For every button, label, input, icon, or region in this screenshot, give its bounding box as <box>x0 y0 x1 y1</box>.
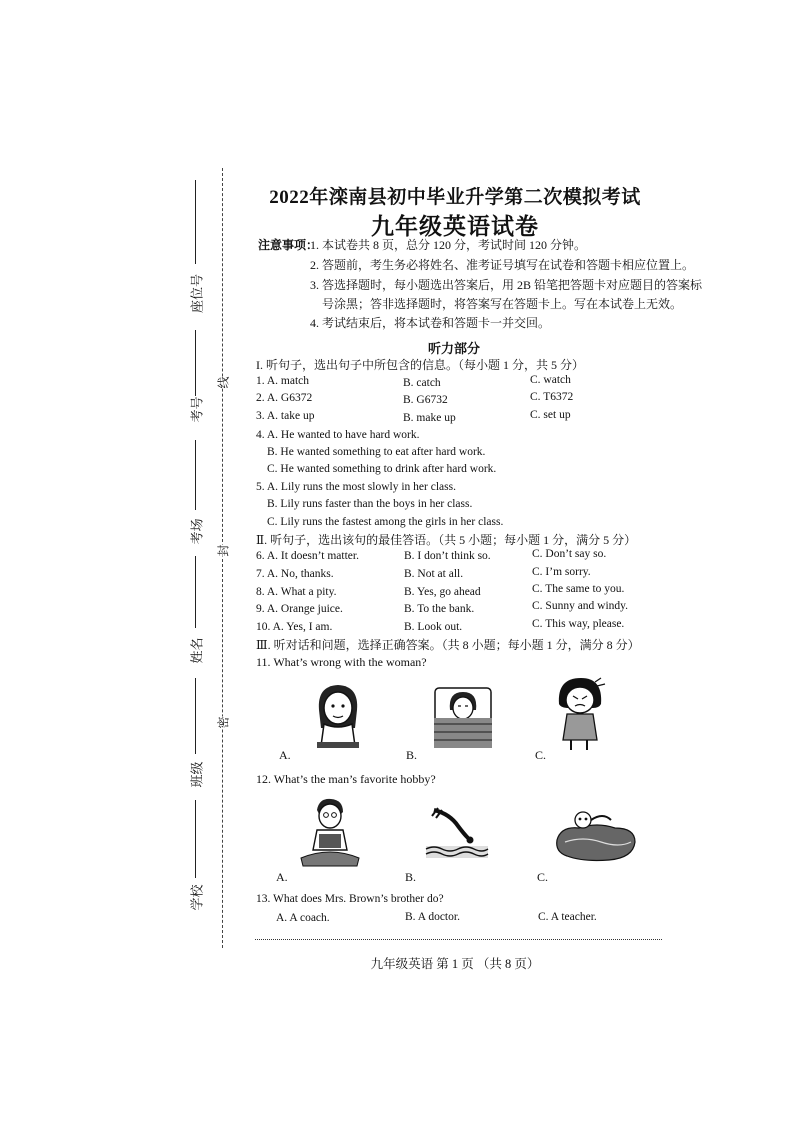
notice-item-3-cont: 号涂黑；答非选择题时，将答案写在答题卡上。写在本试卷上无效。 <box>322 297 683 311</box>
q9-option-c: C. Sunny and windy. <box>532 600 629 612</box>
seal-char-feng: 封 <box>213 544 234 556</box>
exam-number-label: 考号 <box>189 396 205 423</box>
school-label: 学校 <box>189 884 205 911</box>
q5-option-c: C. Lily runs the fastest among the girls in her class. <box>267 516 504 528</box>
q11-stem: 11. What’s wrong with the woman? <box>256 655 427 669</box>
exam-room-line <box>195 440 196 510</box>
q12-label-b: B. <box>405 870 417 884</box>
q9-option-b: B. To the bank. <box>404 603 475 615</box>
q8-option-b: B. Yes, go ahead <box>404 586 481 598</box>
q5-option-b: B. Lily runs faster than the boys in her class. <box>267 498 473 510</box>
section3-title: Ⅲ. 听对话和问题，选择正确答案。（共 8 小题；每小题 1 分，满分 8 分） <box>256 638 640 652</box>
q13-option-a: A. A coach. <box>276 912 330 924</box>
q2-option-b: B. G6732 <box>403 394 448 406</box>
q7-option-a: 7. A. No, thanks. <box>256 568 334 580</box>
listening-heading: 听力部分 <box>428 341 481 356</box>
binding-dashed-line <box>222 168 223 948</box>
footer-dotted-rule <box>255 939 662 940</box>
q6-option-a: 6. A. It doesn’t matter. <box>256 550 359 562</box>
q3-option-a: 3. A. take up <box>256 410 315 422</box>
page-footer: 九年级英语 第 1 页 （共 8 页） <box>370 957 540 971</box>
notice-item-3: 3. 答选择题时，每小题选出答案后，用 2B 铅笔把答题卡对应题目的答案标 <box>310 278 703 292</box>
q12-picture-c-swimming <box>553 806 639 864</box>
exam-number-line <box>195 330 196 396</box>
q8-option-a: 8. A. What a pity. <box>256 586 337 598</box>
exam-subtitle: 九年级英语试卷 <box>371 214 539 239</box>
q6-option-c: C. Don’t say so. <box>532 548 607 560</box>
q10-option-a: 10. A. Yes, I am. <box>256 621 333 633</box>
q4-option-c: C. He wanted something to drink after hard work. <box>267 463 497 475</box>
seat-number-line <box>195 180 196 264</box>
name-label: 姓名 <box>189 637 205 664</box>
q7-option-c: C. I’m sorry. <box>532 566 591 578</box>
q13-option-c: C. A teacher. <box>538 911 597 923</box>
q10-option-c: C. This way, please. <box>532 618 625 630</box>
q8-option-c: C. The same to you. <box>532 583 625 595</box>
q12-picture-b-diving <box>424 804 490 860</box>
q6-option-b: B. I don’t think so. <box>404 550 491 562</box>
q13-stem: 13. What does Mrs. Brown’s brother do? <box>256 893 444 905</box>
q4-option-a: 4. A. He wanted to have hard work. <box>256 429 420 441</box>
q2-option-c: C. T6372 <box>530 391 574 403</box>
exam-title: 2022年滦南县初中毕业升学第二次模拟考试 <box>269 187 641 208</box>
q2-option-a: 2. A. G6372 <box>256 392 313 404</box>
q3-option-c: C. set up <box>530 409 571 421</box>
seal-char-xian: 线 <box>213 376 234 388</box>
notice-item-1: 1. 本试卷共 8 页，总分 120 分，考试时间 120 分钟。 <box>310 238 587 252</box>
q12-label-c: C. <box>537 870 549 884</box>
section2-title: Ⅱ. 听句子，选出该句的最佳答语。（共 5 小题；每小题 1 分，满分 5 分） <box>256 533 637 547</box>
section1-title: I. 听句子，选出句子中所包含的信息。（每小题 1 分，共 5 分） <box>256 358 584 372</box>
q12-picture-a-reading <box>297 796 363 868</box>
q9-option-a: 9. A. Orange juice. <box>256 603 343 615</box>
q12-stem: 12. What’s the man’s favorite hobby? <box>256 772 436 786</box>
notice-item-4: 4. 考试结束后，将本试卷和答题卡一并交回。 <box>310 316 551 330</box>
q11-picture-a-toothache <box>305 680 370 752</box>
school-line <box>195 800 196 878</box>
q11-label-c: C. <box>535 748 547 762</box>
q12-label-a: A. <box>276 870 288 884</box>
q1-option-a: 1. A. match <box>256 375 310 387</box>
q11-label-b: B. <box>406 748 418 762</box>
q3-option-b: B. make up <box>403 412 456 424</box>
class-line <box>195 678 196 754</box>
q1-option-b: B. catch <box>403 377 441 389</box>
q10-option-b: B. Look out. <box>404 621 463 633</box>
q11-picture-c-stomachache <box>553 674 609 752</box>
q11-picture-b-sick-in-bed <box>432 684 494 750</box>
seat-number-label: 座位号 <box>189 274 205 314</box>
seal-char-mi: 密 <box>213 716 234 728</box>
q4-option-b: B. He wanted something to eat after hard work. <box>267 446 486 458</box>
q11-label-a: A. <box>279 748 291 762</box>
notice-label: 注意事项： <box>258 238 319 252</box>
q7-option-b: B. Not at all. <box>404 568 464 580</box>
q13-option-b: B. A doctor. <box>405 911 460 923</box>
q1-option-c: C. watch <box>530 374 571 386</box>
q5-option-a: 5. A. Lily runs the most slowly in her class. <box>256 481 456 493</box>
exam-room-label: 考场 <box>189 518 205 545</box>
name-line <box>195 556 196 628</box>
notice-item-2: 2. 答题前，考生务必将姓名、准考证号填写在试卷和答题卡相应位置上。 <box>310 258 695 272</box>
class-label: 班级 <box>189 761 205 788</box>
